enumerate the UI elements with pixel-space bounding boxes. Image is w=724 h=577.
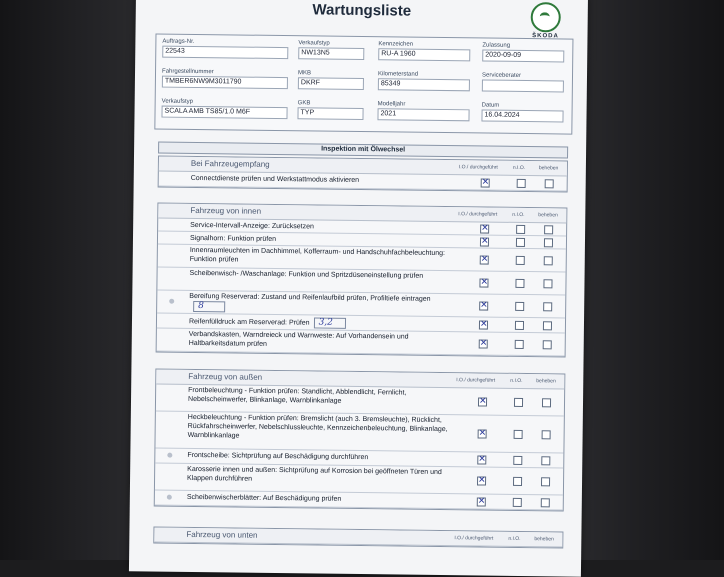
info-field-label: Serviceberater	[481, 72, 522, 79]
checklist-item-text: Service-Intervall-Anzeige: Zurücksetzen	[190, 221, 314, 231]
checklist-item-text: Signalhorn: Funktion prüfen	[189, 234, 277, 243]
checklist-section	[156, 203, 568, 358]
checkbox-nio[interactable]	[514, 430, 523, 439]
info-field	[377, 101, 469, 121]
checkbox-io[interactable]	[478, 397, 487, 406]
handwritten-value[interactable]: 8	[193, 301, 225, 312]
vehicle-info-box	[154, 33, 573, 134]
column-header-nio: n.I.O.	[510, 377, 523, 384]
section-title: Fahrzeug von innen	[190, 205, 262, 216]
info-field-label: Zulassung	[482, 42, 511, 49]
info-field-value[interactable]: 2021	[377, 108, 469, 121]
column-header-behoben: beheben	[538, 165, 559, 172]
checkbox-nio[interactable]	[515, 279, 524, 288]
info-field	[481, 102, 563, 122]
checkbox-io[interactable]	[480, 237, 489, 246]
info-field	[378, 71, 470, 91]
column-header-behoben: beheben	[534, 536, 554, 543]
checklist-item-text: Connectdienste prüfen und Werkstattmodus aktivieren	[190, 174, 360, 184]
info-field-value[interactable]: 85349	[378, 78, 470, 91]
checkbox-io[interactable]	[479, 278, 488, 287]
info-field-value[interactable]: NW13N5	[298, 47, 364, 60]
checklist-section	[154, 369, 566, 512]
document-page	[129, 0, 588, 577]
checkbox-io[interactable]	[477, 497, 486, 506]
inspection-type: Inspektion mit Ölwechsel	[158, 142, 568, 159]
checkbox-behoben[interactable]	[541, 456, 550, 465]
column-header-nio: n.I.O.	[512, 164, 526, 172]
checklist-item-text: Frontscheibe: Sichtprüfung auf Beschädigung durchführen	[187, 451, 369, 462]
checkbox-behoben[interactable]	[543, 302, 552, 311]
checklist-section	[153, 526, 563, 548]
checkbox-nio[interactable]	[513, 456, 522, 465]
punch-hole-icon	[169, 299, 174, 304]
checkbox-nio[interactable]	[515, 302, 524, 311]
info-field-value[interactable]: 16.04.2024	[481, 109, 563, 122]
column-header-io: I.O./ durchgeführt	[458, 211, 498, 218]
info-field-label: Verkaufstyp	[298, 40, 330, 47]
checklist-row	[157, 329, 565, 357]
info-field	[482, 42, 564, 62]
checkbox-behoben[interactable]	[543, 279, 552, 288]
column-header-behoben: beheben	[538, 212, 558, 219]
info-field-value[interactable]: DKRF	[298, 77, 364, 90]
column-header-io: I.O./ durchgeführt	[454, 535, 494, 542]
checklist-item-text: Frontbeleuchtung - Funktion prüfen: Standlicht, Abblendlicht, Fernlicht, Nebelscheinwerfer, Blinkanlage, Warnblinkanlage	[187, 386, 407, 405]
checkbox-nio[interactable]	[515, 321, 524, 330]
column-header-io: I.O./ durchgeführt	[458, 164, 498, 171]
column-header-behoben: beheben	[536, 378, 556, 385]
checklist-section	[158, 156, 568, 193]
info-field-value[interactable]: SCALA AMB TS85/1.0 M6F	[161, 106, 287, 120]
info-field	[161, 99, 287, 120]
section-header	[154, 528, 562, 548]
skoda-logo	[525, 2, 565, 39]
info-field	[297, 100, 363, 120]
checkbox-io[interactable]	[479, 339, 488, 348]
checkbox-behoben[interactable]	[541, 477, 550, 486]
info-field-label: Fahrgestellnummer	[162, 68, 214, 76]
checkbox-nio[interactable]	[516, 256, 525, 265]
info-field-label: Verkaufstyp	[161, 98, 194, 105]
checkbox-behoben[interactable]	[543, 340, 552, 349]
column-header-nio: n.I.O.	[508, 535, 521, 542]
checkbox-nio[interactable]	[515, 340, 524, 349]
section-title: Fahrzeug von außen	[188, 371, 263, 382]
info-field	[162, 69, 288, 90]
column-header-io: I.O./ durchgeführt	[456, 377, 496, 384]
punch-hole-icon	[167, 495, 172, 500]
info-field	[378, 41, 470, 61]
checkbox-io[interactable]	[479, 301, 488, 310]
checklist-item-text: Karosserie innen und außen: Sichtprüfung auf Korrosion bei geöffneten Türen und Klappen durchführen	[187, 465, 442, 483]
checkbox-io[interactable]	[480, 224, 489, 233]
info-field	[162, 39, 288, 60]
checkbox-behoben[interactable]	[545, 179, 554, 188]
checkbox-nio[interactable]	[513, 477, 522, 486]
info-field-value[interactable]: TYP	[297, 107, 363, 120]
info-field-value[interactable]: 22543	[162, 46, 288, 60]
checklist-item-text: Verbandskasten, Warndreieck und Warnweste: Auf Vorhandensein und Haltbarkeitsdatum prüfen	[188, 330, 409, 348]
checkbox-nio[interactable]	[514, 398, 523, 407]
checkbox-nio[interactable]	[517, 179, 526, 188]
info-field	[482, 72, 564, 92]
checklist-row	[155, 412, 563, 454]
brand-text: ŠKODA	[532, 33, 559, 40]
info-field-label: Modelljahr	[377, 101, 406, 108]
info-field-value[interactable]: 2020-09-09	[482, 49, 564, 62]
info-field-value[interactable]: TMBER6NW9M3011790	[162, 76, 288, 90]
column-header-nio: n.I.O.	[512, 211, 525, 219]
punch-hole-icon	[167, 453, 172, 458]
checkbox-nio[interactable]	[516, 238, 525, 247]
checkbox-io[interactable]	[477, 476, 486, 485]
info-field-label: GKB	[297, 100, 311, 107]
checkbox-behoben[interactable]	[543, 321, 552, 330]
checklist-item-text: Reifenfülldruck am Reserverad: Prüfen 3,2	[189, 316, 449, 330]
checkbox-io[interactable]	[479, 320, 488, 329]
info-field	[298, 70, 364, 90]
checklist-item-text: Bereifung Reserverad: Zustand und Reifenlaufbild prüfen, Profiltiefe eintragen8	[189, 292, 431, 312]
car-seat-right	[574, 0, 724, 560]
info-field-label: Auftrags-Nr.	[162, 38, 195, 45]
handwritten-value[interactable]: 3,2	[314, 317, 346, 328]
checkbox-behoben[interactable]	[541, 498, 550, 507]
checkbox-behoben[interactable]	[542, 430, 551, 439]
checkbox-behoben[interactable]	[544, 225, 553, 234]
section-title: Bei Fahrzeugempfang	[190, 158, 270, 169]
info-field-label: MKB	[297, 70, 312, 77]
checkbox-behoben[interactable]	[544, 256, 553, 265]
checkbox-io[interactable]	[480, 255, 489, 264]
checkbox-nio[interactable]	[513, 498, 522, 507]
checklist-item-text: Scheibenwisch- /Waschanlage: Funktion und Spritzdüseneinstellung prüfen	[189, 269, 424, 280]
info-field-value[interactable]: RU-A 1960	[378, 48, 470, 61]
section-title: Fahrzeug von unten	[186, 529, 258, 540]
info-field-label: Datum	[481, 102, 500, 109]
skoda-logo-icon	[531, 2, 561, 32]
checklist-item-text: Innenraumleuchten im Dachhimmel, Kofferraum- und Handschuhfachbeleuchtung: Funktion prüfen	[189, 246, 446, 264]
checkbox-nio[interactable]	[516, 225, 525, 234]
checkbox-io[interactable]	[478, 429, 487, 438]
info-field	[298, 40, 364, 60]
car-seat-left	[0, 0, 150, 560]
page-title: Wartungsliste	[312, 1, 412, 20]
info-field-value[interactable]	[482, 79, 564, 92]
checkbox-io[interactable]	[477, 455, 486, 464]
checklist-item-text: Scheibenwischerblätter: Auf Beschädigung prüfen	[186, 493, 342, 503]
checklist-item-text: Heckbeleuchtung - Funktion prüfen: Bremslicht (auch 3. Bremsleuchte), Rücklicht, Rückfahrscheinwerfer, Nebelschlussleuchte, Kennzeichenbeleuchtung, Blinkanlage, Warnblinkanlage	[187, 413, 448, 440]
info-field-label: Kennzeichen	[378, 41, 414, 48]
info-field-label: Kilometerstand	[377, 71, 419, 78]
checkbox-behoben[interactable]	[542, 398, 551, 407]
checkbox-io[interactable]	[481, 178, 490, 187]
checkbox-behoben[interactable]	[544, 238, 553, 247]
